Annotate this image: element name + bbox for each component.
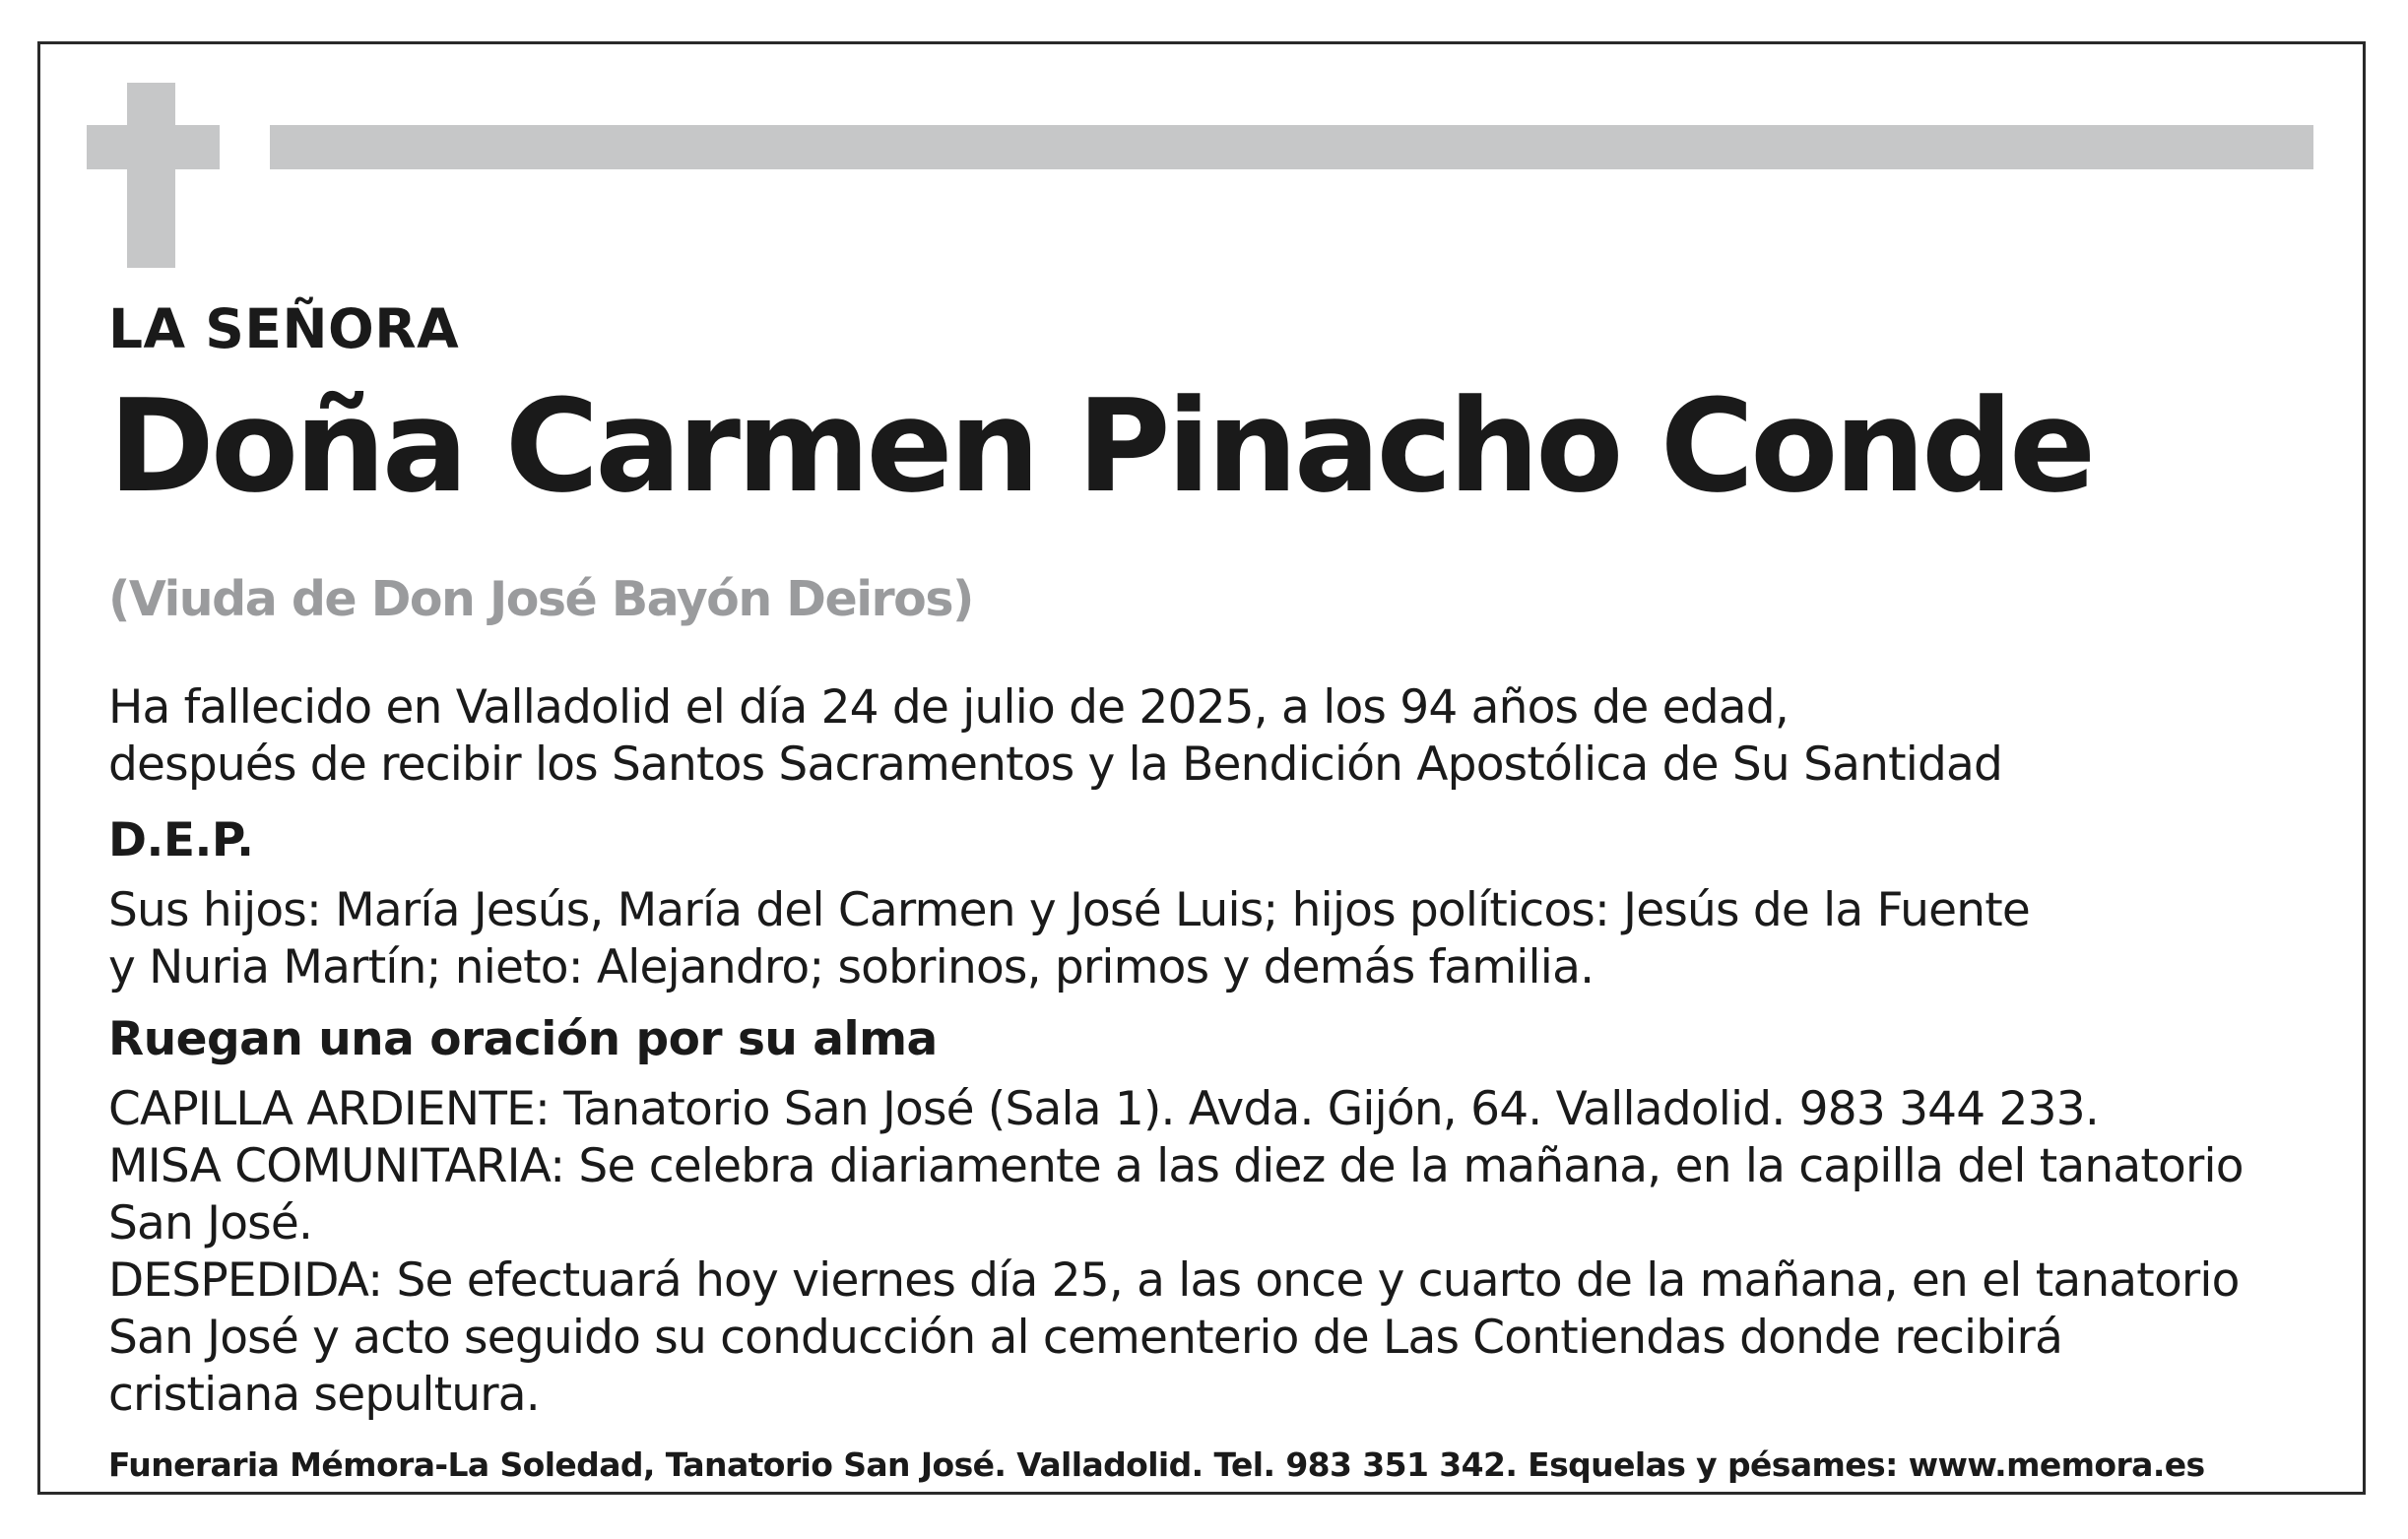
family-paragraph: [108, 882, 2030, 996]
death-line: Ha fallecido en Valladolid el día 24 de julio de 2025, a los 94 años de edad,: [108, 680, 1789, 735]
details-paragraph: [108, 1081, 2244, 1424]
details-line: San José.: [108, 1196, 313, 1250]
death-line: después de recibir los Santos Sacramentos y la Bendición Apostólica de Su Santidad: [108, 737, 2003, 792]
details-line: San José y acto seguido su conducción al cementerio de Las Contiendas donde recibirá: [108, 1311, 2063, 1365]
death-paragraph: [108, 679, 2002, 794]
details-line: CAPILLA ARDIENTE: Tanatorio San José (Sala 1). Avda. Gijón, 64. Valladolid. 983 344 233.: [108, 1082, 2099, 1136]
title-label: LA SEÑORA: [108, 297, 460, 360]
widow-subtitle: (Viuda de Don José Bayón Deiros): [108, 571, 973, 627]
details-line: DESPEDIDA: Se efectuará hoy viernes día 25, a las once y cuarto de la mañana, en el tanatorio: [108, 1253, 2240, 1308]
rip-heading: D.E.P.: [108, 813, 254, 867]
family-line: Sus hijos: María Jesús, María del Carmen y José Luis; hijos políticos: Jesús de la Fuente: [108, 883, 2031, 937]
details-line: MISA COMUNITARIA: Se celebra diariamente a las diez de la mañana, en la capilla del tanatorio: [108, 1139, 2244, 1193]
cross-vertical-beam: [127, 83, 175, 268]
prayer-heading: Ruegan una oración por su alma: [108, 1012, 938, 1066]
details-line: cristiana sepultura.: [108, 1368, 540, 1422]
deceased-name: Doña Carmen Pinacho Conde: [108, 371, 2093, 521]
header-rule: [270, 125, 2313, 169]
family-line: y Nuria Martín; nieto: Alejandro; sobrinos, primos y demás familia.: [108, 940, 1594, 994]
cross-horizontal-beam: [87, 125, 220, 169]
funeral-home-footer: Funeraria Mémora-La Soledad, Tanatorio San José. Valladolid. Tel. 983 351 342. Esquelas y pésames: www.memora.es: [108, 1445, 2205, 1484]
